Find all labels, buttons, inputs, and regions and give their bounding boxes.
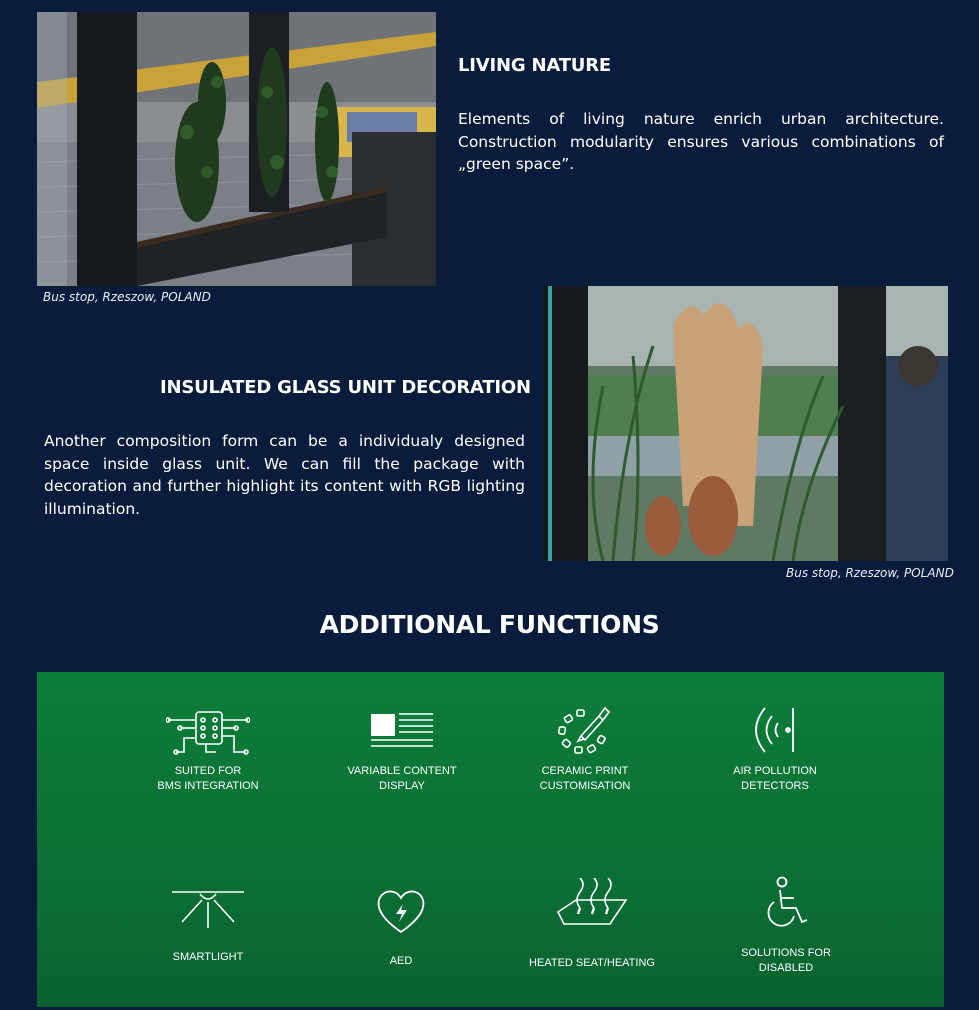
smartlight-icon: [168, 888, 248, 934]
glass-unit-decoration-photo: [543, 286, 948, 561]
heated-seat-icon: [554, 878, 630, 930]
photo-caption-2: Bus stop, Rzeszow, POLAND: [786, 566, 954, 580]
wheelchair-icon: [762, 876, 810, 932]
function-disabled: [701, 876, 871, 976]
circuit-board-icon: [166, 708, 250, 756]
photo-caption-1: Bus stop, Rzeszow, POLAND: [43, 290, 211, 304]
function-ceramic-print: [500, 704, 670, 794]
living-nature-heading: LIVING NATURE: [458, 55, 611, 76]
function-bms: [123, 708, 293, 794]
function-air-pollution: [690, 704, 860, 794]
function-aed: [316, 886, 486, 969]
bus-stop-plants-photo: [37, 12, 436, 286]
function-label: AED: [389, 955, 413, 967]
insulated-glass-heading: INSULATED GLASS UNIT DECORATION: [160, 377, 531, 398]
aed-heart-icon: [375, 886, 427, 938]
function-label: SUITED FOR BMS INTEGRATION: [157, 765, 259, 792]
function-heated-seat: [507, 878, 677, 971]
function-label: SOLUTIONS FOR DISABLED: [741, 947, 831, 974]
function-label: VARIABLE CONTENT DISPLAY: [347, 765, 457, 792]
function-label: HEATED SEAT/HEATING: [529, 957, 655, 969]
additional-functions-heading: ADDITIONAL FUNCTIONS: [319, 610, 660, 639]
function-label: CERAMIC PRINT CUSTOMISATION: [539, 765, 631, 792]
function-label: AIR POLLUTION DETECTORS: [733, 765, 817, 792]
insulated-glass-text: Another composition form can be a individualy designed space inside glass unit. We can fill the package with decoration and further highlight its content with RGB lighting illumination.: [44, 432, 525, 518]
functions-panel: [37, 672, 944, 1007]
function-variable-display: [317, 708, 487, 794]
ceramic-print-icon: [555, 704, 615, 756]
living-nature-text: Elements of living nature enrich urban architecture. Construction modularity ensures various combinations of „green space”.: [458, 110, 944, 173]
function-smartlight: [123, 888, 293, 965]
function-label: SMARTLIGHT: [172, 951, 244, 963]
air-sensor-icon: [745, 704, 805, 756]
display-screen-icon: [367, 708, 437, 756]
